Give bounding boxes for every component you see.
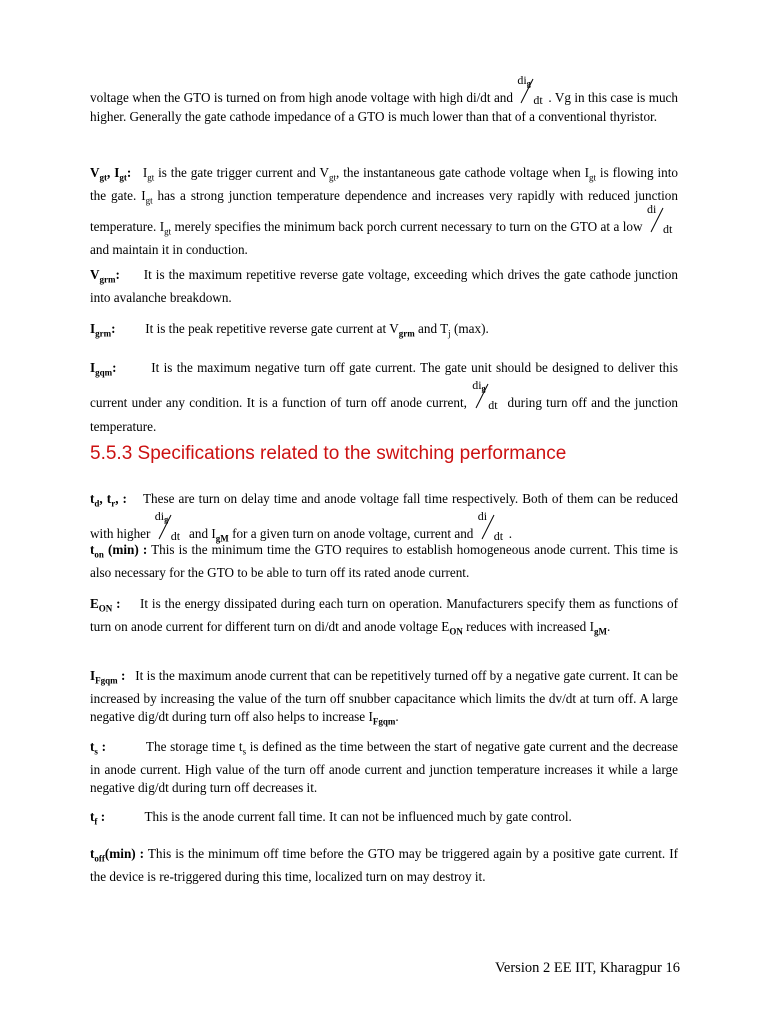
term-label: $E_{ON}$ : [90,596,121,614]
term-label: $t_d$, $t_r$, : [90,491,127,509]
di-dt-fraction: di dt [477,508,504,543]
term-label: $t_{off}(\min)$ : [90,846,145,864]
paragraph-ifgqm: $I_{Fgqm}$ : It is the maximum anode current that can be repetitively turned off by a negative gate current. It can be increased by increasing the value of the turn off snubber capacitance which limits the dv/dt at turn off. A large negative dig/dt during turn off also helps to increase $I_{Fgqm}$. [90,668,678,727]
paragraph-toff: $t_{off}(\min)$ : This is the minimum off time before the GTO may be triggered again by a positive gate current. If the device is re-triggered during this time, localized turn on may destroy it. [90,846,678,884]
text-run: . Vg in this case is much higher. Generally the gate cathode impedance of a GTO is much lower than that of a conventional thyristor. [90,90,678,124]
paragraph-vgt-igt: $V_{gt}$, $I_{gt}$: $I_{gt}$ is the gate trigger current and $V_{gt}$, the instantaneous gate cathode voltage when $I_{gt}$ is flowing into the gate. $I_{gt}$ has a strong junction temperature dependence and increases very rapidly with reduced junction temperature. $I_{gt}$ merely specifies the minimum back porch current necessary to turn on the GTO at a low di dt and maintain it in conduction. [90,165,678,257]
paragraph-ts: $t_s$ : The storage time $t_s$ is defined as the time between the start of negative gate current and the decrease in anode current. High value of the turn off anode current and junction temperature increases it while a large negative dig/dt during turn off decreases it. [90,739,679,795]
di-dt-fraction: di dt [647,202,673,237]
term-label: $I_{grm}$: [90,321,116,339]
term-label: $t_s$ : [90,739,106,757]
term-label: $t_f$ : [90,809,106,827]
term-label: $t_{on}$ (min) : [90,542,148,560]
dig-dt-fraction: $di_g$ dt [154,508,181,543]
page-footer: Version 2 EE IIT, Kharagpur 16 [495,960,680,976]
term-label: $I_{gqm}$: [90,360,117,378]
paragraph-tf: $t_f$ : This is the anode current fall time. It can not be influenced much by gate control. [90,809,572,827]
paragraph-vgrm: $V_{grm}$: It is the maximum repetitive reverse gate voltage, exceeding which drives the gate cathode junction into avalanche breakdown. [90,267,678,305]
paragraph-eon: $E_{ON}$ : It is the energy dissipated during each turn on operation. Manufacturers specify them as functions of turn on anode current for different turn on di/dt and anode voltage $E_{ON}$ reduces with increased $I_{gM}$. [90,596,678,637]
term-label: $I_{Fgqm}$ : [90,668,126,686]
paragraph-ton: $t_{on}$ (min) : This is the minimum time the GTO requires to establish homogeneous anode current. This time is also necessary for the GTO to be able to turn off its rated anode current. [90,542,678,580]
section-heading: 5.5.3 Specifications related to the switching performance [90,443,567,464]
term-label: $V_{grm}$: [90,267,120,285]
paragraph-gate-voltage [90,73,678,126]
paragraph-td-tr: $t_d$, $t_r$, : These are turn on delay time and anode voltage fall time respectively. Both of them can be reduced with higher $di_g$ dt and $I_{gM}$ for a given turn on anode voltage, current and di dt . [90,491,678,544]
dig-dt-fraction: $di_g$ dt [472,377,498,412]
term-label: $V_{gt}$, $I_{gt}$: [90,165,132,183]
dig-dt-fraction: $di_g$ dt [517,73,543,107]
text-run: voltage when the GTO is turned on from high anode voltage with high di/dt and [90,90,513,105]
paragraph-igrm: $I_{grm}$: It is the peak repetitive reverse gate current at $V_{grm}$ and $T_j$ (max). [90,321,489,339]
paragraph-igqm: $I_{gqm}$: It is the maximum negative turn off gate current. The gate unit should be designed to deliver this current under any condition. It is a function of turn off anode current, $di_g$ dt during turn off and the junction temperature. [90,360,679,434]
